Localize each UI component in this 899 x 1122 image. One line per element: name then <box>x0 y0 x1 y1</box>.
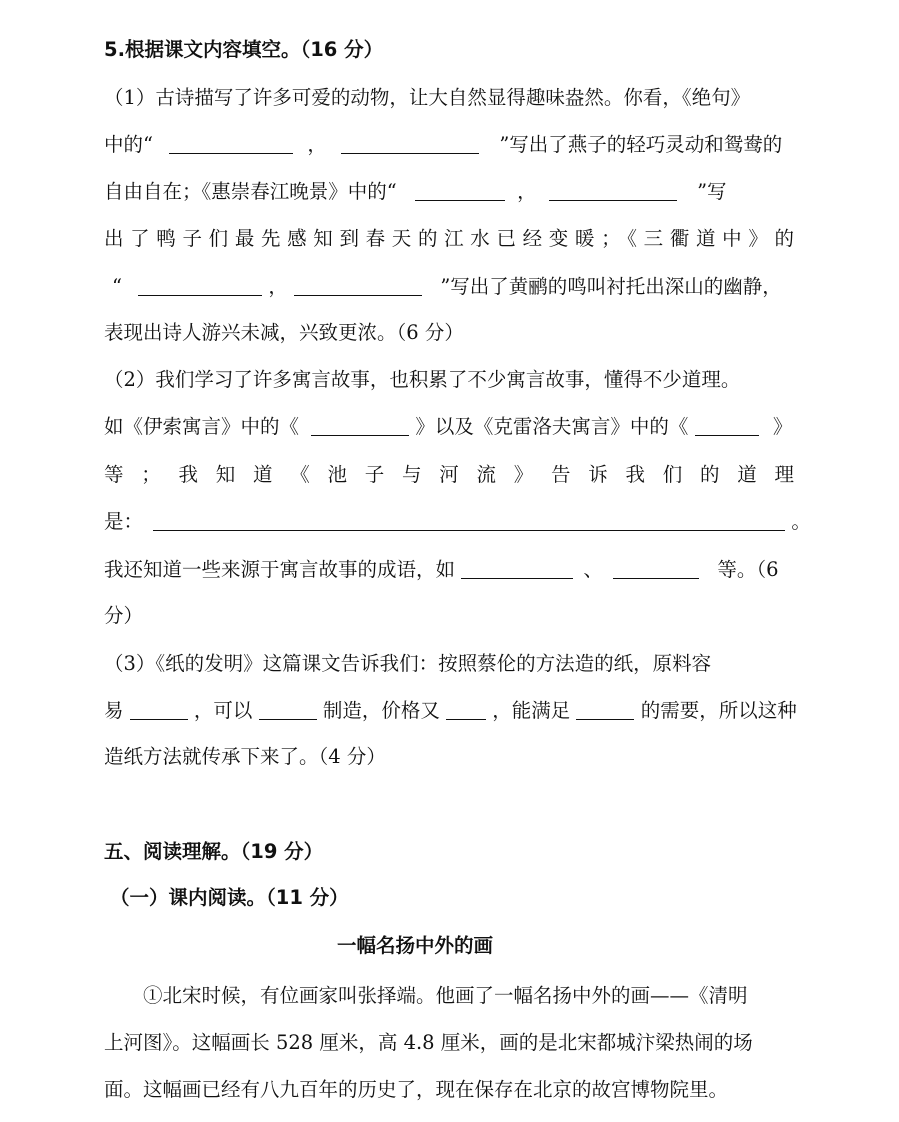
static-text: ， <box>307 133 327 156</box>
static-text: 、 <box>583 558 603 581</box>
q5-part2-line1: （2）我们学习了许多寓言故事，也积累了不少寓言故事，懂得不少道理。 <box>104 368 741 391</box>
subsection-title: （一）课内阅读。（11 分） <box>110 886 349 909</box>
section-five-title: 五、阅读理解。（19 分） <box>104 840 324 863</box>
q5-part1-line1: （1）古诗描写了许多可爱的动物，让大自然显得趣味盎然。你看，《绝句》 <box>104 86 751 109</box>
q5-part1-line6: 表现出诗人游兴未减，兴致更浓。（6 分） <box>104 321 464 344</box>
q5-part3-line2 <box>104 697 797 725</box>
fill-blank-huichong-2[interactable] <box>549 180 677 201</box>
fill-blank-idiom-1[interactable] <box>461 558 573 579</box>
q5-part1-line2 <box>104 131 794 159</box>
fill-blank-krylov[interactable] <box>695 415 759 436</box>
passage-title: 一幅名扬中外的画 <box>336 934 493 957</box>
static-text: ”写 <box>697 180 727 203</box>
fill-blank-jueju-2[interactable] <box>341 133 479 154</box>
static-text: 自由自在；《惠崇春江晚景》中的“ <box>104 180 397 203</box>
q5-part3-line1: （3）《纸的发明》这篇课文告诉我们：按照蔡伦的方法造的纸，原料容 <box>104 652 712 675</box>
q5-part1-line5 <box>104 273 794 301</box>
q5-part2-line2 <box>104 413 794 441</box>
q5-part1-line3 <box>104 178 794 206</box>
static-text: ”写出了燕子的轻巧灵动和鸳鸯的 <box>499 133 783 156</box>
fill-blank-idiom-2[interactable] <box>613 558 699 579</box>
fill-blank-jueju-1[interactable] <box>169 133 293 154</box>
q5-part1-line4: 出了鸭子们最先感知到春天的江水已经变暖；《三衢道中》的 <box>104 227 794 250</box>
static-text: 等。（6 <box>717 558 779 581</box>
static-text: “ <box>112 275 122 298</box>
passage-line-1: ①北宋时候，有位画家叫张择端。他画了一幅名扬中外的画——《清明 <box>143 984 748 1007</box>
static-text: 易 <box>104 699 124 722</box>
fill-blank-sanqu-1[interactable] <box>138 275 262 296</box>
static-text: ， <box>268 275 288 298</box>
fill-blank-aesop[interactable] <box>311 415 409 436</box>
fill-blank-paper-1[interactable] <box>130 699 188 720</box>
q5-part2-line4 <box>104 508 811 536</box>
passage-line-2: 上河图》。这幅画长 528 厘米，高 4.8 厘米，画的是北宋都城汴梁热闹的场 <box>104 1031 753 1054</box>
static-text: 》以及《克雷洛夫寓言》中的《 <box>415 415 689 438</box>
static-text: 的需要，所以这种 <box>640 699 797 722</box>
fill-blank-moral[interactable] <box>153 510 785 531</box>
static-text: ， <box>517 180 537 203</box>
static-text: 制造，价格又 <box>322 699 440 722</box>
static-text: 是： <box>104 510 144 533</box>
q5-part3-line3: 造纸方法就传承下来了。（4 分） <box>104 745 386 768</box>
q5-part2-line3: 等；我知道《池子与河流》告诉我们的道理 <box>104 463 794 486</box>
fill-blank-paper-3[interactable] <box>446 699 486 720</box>
fill-blank-paper-4[interactable] <box>576 699 634 720</box>
q5-part2-line5 <box>104 556 794 584</box>
static-text: 我还知道一些来源于寓言故事的成语，如 <box>104 558 456 581</box>
static-text: 。 <box>791 510 811 533</box>
q5-part2-line6: 分） <box>104 604 144 627</box>
fill-blank-paper-2[interactable] <box>259 699 317 720</box>
static-text: 中的“ <box>104 133 153 156</box>
static-text: ，可以 <box>193 699 253 722</box>
static-text: ”写出了黄鹂的鸣叫衬托出深山的幽静， <box>440 275 782 298</box>
fill-blank-sanqu-2[interactable] <box>294 275 422 296</box>
fill-blank-huichong-1[interactable] <box>415 180 505 201</box>
static-text: ，能满足 <box>492 699 571 722</box>
question-5-title: 5.根据课文内容填空。（16 分） <box>104 38 384 61</box>
static-text: 》 <box>772 415 793 438</box>
static-text: 如《伊索寓言》中的《 <box>104 415 300 438</box>
passage-line-3: 面。这幅画已经有八九百年的历史了，现在保存在北京的故宫博物院里。 <box>104 1078 729 1101</box>
